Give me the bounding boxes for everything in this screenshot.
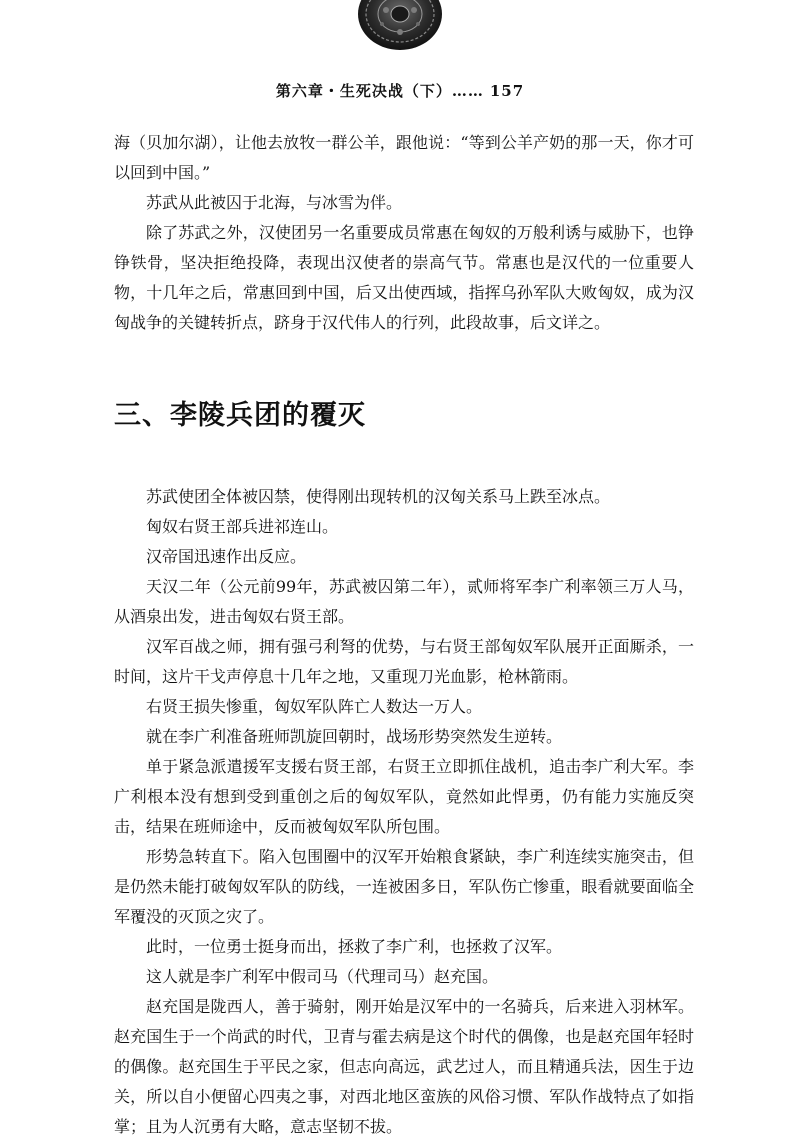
paragraph: 汉军百战之师，拥有强弓利弩的优势，与右贤王部匈奴军队展开正面厮杀，一时间，这片干戈声停息十几年之地，又重现刀光血影，枪林箭雨。 [114,637,694,686]
paragraph: 除了苏武之外，汉使团另一名重要成员常惠在匈奴的万般利诱与威胁下，也铮铮铁骨，坚决拒绝投降，表现出汉使者的崇高气节。常惠也是汉代的一位重要人物，十几年之后，常惠回到中国，后又出使西域，指挥乌孙军队大败匈奴，成为汉匈战争的关键转折点，跻身于汉代伟人的行列，此段故事，后文详之。 [114,223,694,332]
running-header-title: 第六章・生死决战（下）…… [275,82,484,100]
paragraph: 单于紧急派遣援军支援右贤王部，右贤王立即抓住战机，追击李广利大军。李广利根本没有想到受到重创之后的匈奴军队，竟然如此悍勇，仍有能力实施反突击，结果在班师途中，反而被匈奴军队所包围。 [114,757,694,836]
paragraph: 苏武使团全体被囚禁，使得刚出现转机的汉匈关系马上跌至冰点。 [146,487,611,506]
paragraph: 就在李广利准备班师凯旋回朝时，战场形势突然发生逆转。 [146,727,563,746]
paragraph: 形势急转直下。陷入包围圈中的汉军开始粮食紧缺，李广利连续实施突击，但是仍然未能打破匈奴军队的防线，一连被困多日，军队伤亡惨重，眼看就要面临全军覆没的灭顶之灾了。 [114,847,694,926]
paragraph: 海（贝加尔湖），让他去放牧一群公羊，跟他说：“等到公羊产奶的那一天，你才可以回到中国。” [114,133,694,182]
paragraph: 汉帝国迅速作出反应。 [146,547,307,566]
paragraph: 赵充国是陇西人，善于骑射，刚开始是汉军中的一名骑兵，后来进入羽林军。赵充国生于一个尚武的时代，卫青与霍去病是这个时代的偶像，也是赵充国年轻时的偶像。赵充国生于平民之家，但志向高远，武艺过人，而且精通兵法，因生于边关，所以自小便留心四夷之事，对西北地区蛮族的风俗习惯、军队作战特点了如指掌；且为人沉勇有大略，意志坚韧不拔。 [114,997,694,1136]
paragraph: 匈奴右贤王部兵进祁连山。 [146,517,339,536]
paragraph: 右贤王损失惨重，匈奴军队阵亡人数达一万人。 [146,697,483,716]
paragraph: 此时，一位勇士挺身而出，拯救了李广利，也拯救了汉军。 [146,937,563,956]
running-header [0,80,800,101]
bronze-medallion-ornament-icon [356,0,444,52]
paragraph: 这人就是李广利军中假司马（代理司马）赵充国。 [146,967,499,986]
paragraph: 天汉二年（公元前99年，苏武被囚第二年），贰师将军李广利率领三万人马，从酒泉出发，进击匈奴右贤王部。 [114,577,694,626]
page-number: 157 [489,82,525,100]
paragraph: 苏武从此被囚于北海，与冰雪为伴。 [146,193,403,212]
section-heading: 三、李陵兵团的覆灭 [114,400,366,431]
